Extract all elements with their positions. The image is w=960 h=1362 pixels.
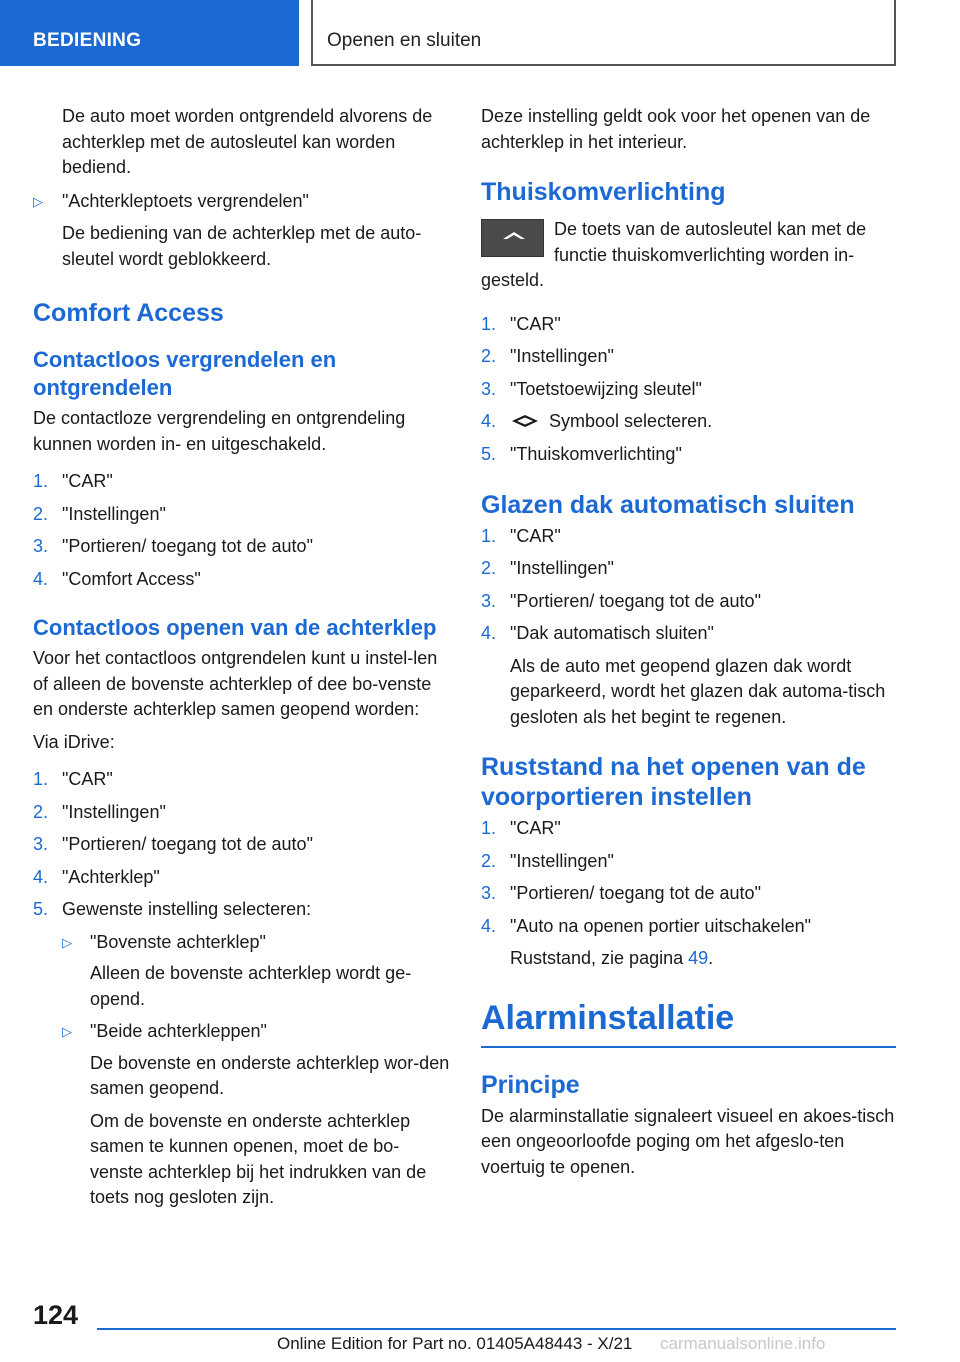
home-lighting-description: De toets van de autosleutel kan met de functie thuiskomverlichting worden in- (554, 219, 867, 265)
watermark: carmanualsonline.info (660, 1334, 826, 1353)
step-number: 2. (481, 346, 497, 366)
rest-reference (481, 946, 896, 972)
step-number: 1. (33, 471, 49, 491)
section-title: BEDIENING (33, 30, 142, 51)
steps-list-home-lighting (481, 312, 896, 468)
tailgate-description: Voor het contactloos ontgrendelen kunt u instel-len of alleen de bovenste achterklep of dee bo-venste en onderste achterklep samen geopend worden: (33, 648, 438, 719)
step-text: "CAR" (510, 525, 561, 546)
step-number: 2. (481, 558, 497, 578)
sub-option-description: Alleen de bovenste achterklep wordt ge-opend. (90, 963, 412, 1009)
step-number: 3. (481, 590, 497, 611)
step-text: "Instellingen" (510, 558, 614, 578)
step-number: 4. (481, 623, 497, 643)
step-text: "Instellingen" (510, 850, 614, 871)
option-label: "Achterkleptoets vergrendelen" (62, 190, 309, 211)
page-link[interactable]: 49 (688, 948, 709, 968)
step-text: "Portieren/ toegang tot de auto" (510, 883, 761, 903)
heading-home-lighting: Thuiskomverlichting (481, 178, 726, 206)
list-item (481, 312, 896, 338)
heading-alarm-system: Alarminstallatie (481, 998, 735, 1037)
list-item (33, 534, 451, 560)
list-item (481, 524, 896, 550)
sub-option-both (33, 1019, 451, 1045)
roof-description: Als de auto met geopend glazen dak wordt geparkeerd, wordt het glazen dak automa-tisch gesloten als het begint te regenen. (510, 655, 886, 727)
step-text: "Toetstoewijzing sleutel" (510, 378, 702, 399)
list-item (481, 344, 896, 370)
step-text: "Achterklep" (62, 866, 160, 887)
chapter-title: Openen en sluiten (327, 30, 482, 51)
list-item (481, 556, 896, 582)
footer-divider (97, 1328, 896, 1330)
step-text: "CAR" (510, 818, 561, 838)
step-number: 4. (33, 568, 49, 589)
sub-option-note: Om de bovenste en onderste achterklep samen te kunnen openen, moet de bo-venste achterklep bij het indrukken van de toets nog gesloten zijn. (90, 1110, 427, 1207)
step-text: "Dak automatisch sluiten" (510, 623, 714, 643)
heading-rest-mode: Ruststand na het openen van de voorportieren instellen (481, 753, 866, 811)
step-text: "Instellingen" (62, 801, 166, 822)
step-text: "Comfort Access" (62, 568, 201, 589)
left-column (33, 104, 451, 1211)
step-text: Symbool selecteren. (549, 411, 713, 431)
step-number: 2. (33, 801, 49, 822)
chapter-header (311, 0, 896, 66)
via-idrive: Via iDrive: (33, 731, 115, 752)
list-item (481, 816, 896, 842)
step-number: 1. (481, 818, 497, 838)
list-item (481, 442, 896, 468)
step-number: 4. (33, 866, 49, 887)
step-number: 1. (481, 313, 497, 334)
heading-comfort-access: Comfort Access (33, 299, 224, 327)
step-number: 4. (481, 411, 497, 431)
key-button-icon (481, 219, 544, 257)
step-number: 5. (481, 444, 497, 464)
step-text: "CAR" (62, 471, 113, 491)
steps-list-roof (481, 524, 896, 647)
steps-list-contactless (33, 469, 451, 592)
heading-contactless-locking: Contactloos vergrendelen en ontgrendelen (33, 347, 337, 400)
option-item (33, 189, 451, 215)
list-item (33, 865, 451, 891)
step-number: 3. (481, 883, 497, 903)
option-description: De bediening van de achterklep met de auto-sleutel wordt geblokkeerd. (62, 223, 422, 269)
step-number: 3. (481, 378, 497, 399)
sub-option-upper (33, 930, 451, 956)
step-text: "Instellingen" (510, 346, 614, 366)
list-item (33, 832, 451, 858)
step-text: "Auto na openen portier uitschakelen" (510, 915, 811, 936)
list-item (33, 767, 451, 793)
steps-list-rest (481, 816, 896, 939)
reference-text: Ruststand, zie pagina (510, 948, 684, 968)
list-item (481, 377, 896, 403)
triangle-marker-icon: ▷ (33, 193, 43, 209)
steps-list-tailgate (33, 767, 451, 923)
unlock-note: De auto moet worden ontgrendeld alvorens de achterklep met de autosleutel kan worden bediend. (62, 106, 433, 177)
step-text: "Thuiskomverlichting" (510, 444, 682, 464)
step-number: 3. (33, 536, 49, 556)
step-number: 1. (33, 769, 49, 789)
list-item (33, 897, 451, 923)
step-number: 2. (481, 850, 497, 871)
heading-contactless-tailgate: Contactloos openen van de achterklep (33, 615, 437, 640)
list-item (481, 589, 896, 615)
step-text: "Portieren/ toegang tot de auto" (62, 536, 313, 556)
step-text: "Portieren/ toegang tot de auto" (62, 834, 313, 854)
step-number: 1. (481, 525, 497, 546)
list-item (481, 621, 896, 647)
list-item (33, 502, 451, 528)
page-number: 124 (33, 1300, 79, 1330)
step-text: "CAR" (62, 769, 113, 789)
list-item (481, 849, 896, 875)
step-text: "Portieren/ toegang tot de auto" (510, 590, 761, 611)
principle-description: De alarminstallatie signaleert visueel en akoes-tisch een ongeoorloofde poging om het afgeslo-ten voertuig te openen. (481, 1105, 895, 1177)
reference-suffix: . (708, 948, 714, 968)
step-number: 4. (481, 915, 497, 936)
right-column (481, 104, 896, 1180)
contactless-description: De contactloze vergrendeling en ontgrendeling kunnen worden in- en uitgeschakeld. (33, 408, 406, 454)
list-item (33, 567, 451, 593)
triangle-marker-icon: ▷ (62, 1024, 72, 1039)
sub-option-label: "Beide achterkleppen" (90, 1021, 267, 1041)
edition-text: Online Edition for Part no. 01405A48443 - X/21 (277, 1334, 633, 1353)
heading-principle: Principe (481, 1070, 580, 1099)
home-lighting-symbol-icon (510, 410, 544, 436)
step-number: 2. (33, 503, 49, 524)
heading-roof-auto-close: Glazen dak automatisch sluiten (481, 490, 855, 519)
step-number: 3. (33, 834, 49, 854)
step-text: "CAR" (510, 313, 561, 334)
sub-option-label: "Bovenste achterklep" (90, 931, 266, 952)
interior-note: Deze instelling geldt ook voor het openen van de achterklep in het interieur. (481, 106, 871, 152)
section-divider (481, 1046, 896, 1048)
list-item (33, 469, 451, 495)
list-item (33, 800, 451, 826)
home-lighting-block (481, 217, 896, 268)
section-tab (0, 0, 299, 66)
triangle-marker-icon: ▷ (62, 934, 72, 950)
list-item (481, 914, 896, 940)
step-text: "Instellingen" (62, 503, 166, 524)
list-item (481, 881, 896, 907)
step-number: 5. (33, 899, 49, 919)
list-item (481, 409, 896, 435)
home-lighting-description-cont: gesteld. (481, 270, 545, 290)
step-text: Gewenste instelling selecteren: (62, 899, 312, 919)
sub-option-description: De bovenste en onderste achterklep wor-den samen geopend. (90, 1052, 450, 1098)
